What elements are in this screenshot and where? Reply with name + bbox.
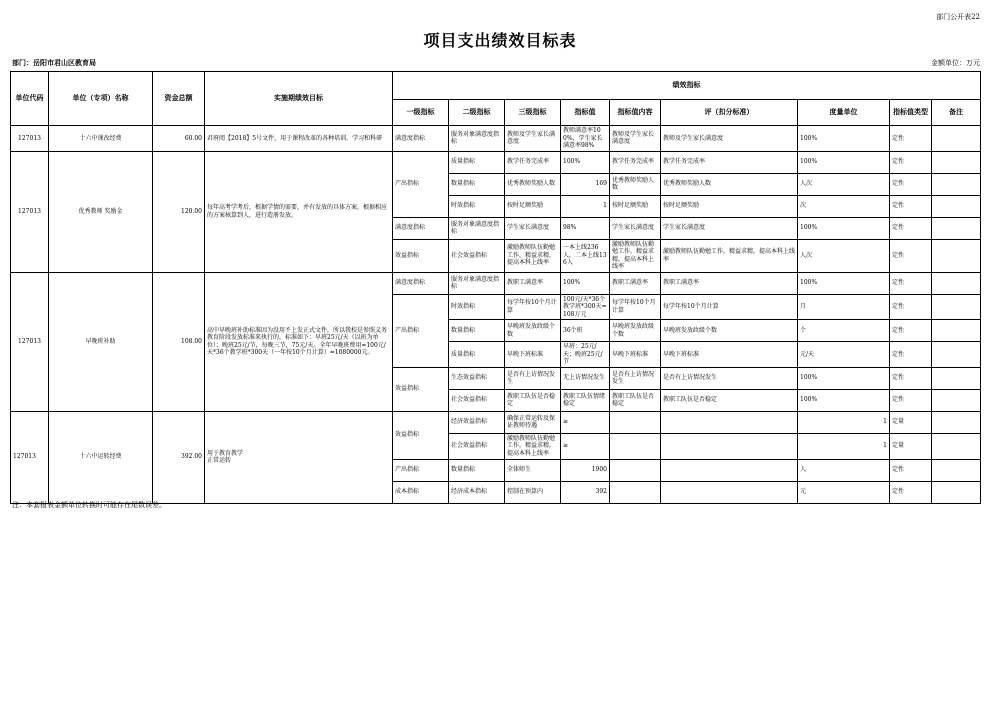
remark-cell (932, 433, 981, 459)
value-content-cell: 学生家长满意度 (610, 217, 661, 239)
value-content-cell: 教职工满意率 (610, 272, 661, 294)
amount-cell: 60.00 (153, 126, 205, 152)
remark-cell (932, 126, 981, 152)
measure-unit-cell: 100% (798, 367, 890, 389)
table-row (11, 151, 981, 173)
remark-cell (932, 217, 981, 239)
value-cell: ≥ (561, 433, 610, 459)
value-cell: 早班：25元/天；晚班25元/节 (561, 342, 610, 368)
level1-cell: 效益指标 (393, 411, 449, 459)
level3-cell: 教职工满意率 (505, 272, 561, 294)
scoring-cell (661, 459, 798, 481)
value-content-cell: 是否有上访情况发生 (610, 367, 661, 389)
level2-cell: 服务对象满意度指标 (449, 126, 505, 152)
measure-unit-cell: 个 (798, 320, 890, 342)
level1-cell: 产出指标 (393, 294, 449, 367)
level3-cell: 每学年按10个月计算 (505, 294, 561, 320)
level3-cell: 控制在预算内 (505, 481, 561, 503)
scoring-cell: 每学年按10个月计算 (661, 294, 798, 320)
level3-cell: 优秀教师奖励人数 (505, 173, 561, 195)
measure-unit-cell: 人次 (798, 239, 890, 272)
value-content-cell: 教学任务完成率 (610, 151, 661, 173)
value-cell: 无上访情况发生 (561, 367, 610, 389)
remark-cell (932, 459, 981, 481)
unit-name-cell: 十六中课改经费 (49, 126, 153, 152)
level1-cell: 产出指标 (393, 459, 449, 481)
value-type-cell: 定性 (890, 320, 932, 342)
value-type-cell: 定性 (890, 389, 932, 411)
value-type-cell: 定性 (890, 151, 932, 173)
level2-cell: 数量指标 (449, 173, 505, 195)
value-content-cell: 按时足额奖励 (610, 195, 661, 217)
header-scoring: 评（扣分标准） (661, 100, 798, 126)
level2-cell: 社会效益指标 (449, 389, 505, 411)
value-content-cell: 早晚下班标准 (610, 342, 661, 368)
level1-cell: 成本指标 (393, 481, 449, 503)
value-cell: 36个班 (561, 320, 610, 342)
level2-cell: 生态效益指标 (449, 367, 505, 389)
footnote: 注：本套报表金额单位转换时可能存在尾数误差。 (12, 501, 166, 509)
level3-cell: 学生家长满意度 (505, 217, 561, 239)
department-label: 部门：岳阳市君山区教育局 (12, 58, 96, 67)
scoring-cell: 教职工队伍是否稳定 (661, 389, 798, 411)
remark-cell (932, 411, 981, 433)
value-type-cell: 定性 (890, 342, 932, 368)
scoring-cell: 教师及学生家长满意度 (661, 126, 798, 152)
unit-code-cell: 127013 (11, 151, 49, 272)
remark-cell (932, 239, 981, 272)
unit-name-cell: 早晚班补助 (49, 272, 153, 411)
level3-cell: 教职工队伍是否稳定 (505, 389, 561, 411)
unit-name-cell: 优秀教师 奖励金 (49, 151, 153, 272)
scoring-cell: 是否有上访情况发生 (661, 367, 798, 389)
level2-cell: 经济效益指标 (449, 411, 505, 433)
value-cell: 98% (561, 217, 610, 239)
table-row (11, 272, 981, 294)
amount-unit-label: 金额单位：万元 (931, 59, 980, 67)
header-total-funds: 资金总额 (153, 72, 205, 126)
value-content-cell: 激励教师队伍勤勉工作，精益求精，提高本科上线率 (610, 239, 661, 272)
header-value: 指标值 (561, 100, 610, 126)
remark-cell (932, 195, 981, 217)
level2-cell: 时效指标 (449, 294, 505, 320)
level1-cell: 产出指标 (393, 151, 449, 217)
value-type-cell: 定性 (890, 239, 932, 272)
remark-cell (932, 481, 981, 503)
measure-unit-cell: 100% (798, 217, 890, 239)
value-cell: 1900 (561, 459, 610, 481)
level3-cell: 激励教师队伍勤勉工作，精益求精，提高本科上线率 (505, 239, 561, 272)
table-row (11, 411, 981, 433)
value-content-cell: 教职工队伍是否稳定 (610, 389, 661, 411)
remark-cell (932, 389, 981, 411)
level3-cell: 确保正常运转及保证教师待遇 (505, 411, 561, 433)
level2-cell: 质量指标 (449, 342, 505, 368)
scoring-cell: 教学任务完成率 (661, 151, 798, 173)
table-row (11, 126, 981, 152)
value-type-cell: 定性 (890, 294, 932, 320)
level2-cell: 数量指标 (449, 320, 505, 342)
value-type-cell: 定量 (890, 411, 932, 433)
value-cell: 100% (561, 272, 610, 294)
value-type-cell: 定性 (890, 173, 932, 195)
level3-cell: 是否有上访情况发生 (505, 367, 561, 389)
unit-code-cell: 127013 (11, 272, 49, 411)
value-content-cell: 每学年按10个月计算 (610, 294, 661, 320)
level2-cell: 经济成本指标 (449, 481, 505, 503)
value-cell: 100% (561, 151, 610, 173)
level2-cell: 社会效益指标 (449, 433, 505, 459)
remark-cell (932, 367, 981, 389)
level1-cell: 效益指标 (393, 239, 449, 272)
header-indicators: 绩效指标 (393, 72, 981, 100)
scoring-cell: 早晚班发放政级个数 (661, 320, 798, 342)
amount-cell: 120.00 (153, 151, 205, 272)
remark-cell (932, 151, 981, 173)
remark-cell (932, 320, 981, 342)
measure-unit-cell: 100% (798, 272, 890, 294)
measure-unit-cell: 次 (798, 195, 890, 217)
scoring-cell: 激励教师队伍勤勉工作，精益求精，提高本科上线率 (661, 239, 798, 272)
measure-unit-cell: 100% (798, 389, 890, 411)
value-cell: 100元/天*36个教学班*300天=108万元 (561, 294, 610, 320)
goal-cell: 高中早晚班补助标准因为没用不上发正式文件，所以我校是参照义务教育阶段发放标准来执行的，标准如下：早班25元/天（以班为单位）；晚班25元/节，每晚三节，75元/天。全年早晚班费用=100元/天*36个教学班*300天（一年按10个月计算）=1080000元。 (205, 272, 393, 411)
amount-cell: 108.00 (153, 272, 205, 411)
scoring-cell: 学生家长满意度 (661, 217, 798, 239)
measure-unit-cell: 元/天 (798, 342, 890, 368)
value-content-cell: 教师及学生家长满意度 (610, 126, 661, 152)
goal-cell: 用于教育教学 正常运转 (205, 411, 393, 503)
value-type-cell: 定量 (890, 433, 932, 459)
measure-unit-cell: 1 (798, 433, 890, 459)
level1-cell: 效益指标 (393, 367, 449, 411)
value-content-cell: 优秀教师奖励人数 (610, 173, 661, 195)
level3-cell: 按时足额奖励 (505, 195, 561, 217)
goal-cell: 君府阅【2018】5号文件，用于课程改革的各种培训、学习和科研 (205, 126, 393, 152)
value-cell: 392 (561, 481, 610, 503)
remark-cell (932, 173, 981, 195)
header-measure-unit: 度量单位 (798, 100, 890, 126)
measure-unit-cell: 元 (798, 481, 890, 503)
value-type-cell: 定性 (890, 126, 932, 152)
amount-cell: 392.00 (153, 411, 205, 503)
unit-name-cell: 十六中运转经费 (49, 411, 153, 503)
value-content-cell (610, 459, 661, 481)
scoring-cell: 按时足额奖励 (661, 195, 798, 217)
level3-cell: 教学任务完成率 (505, 151, 561, 173)
scoring-cell: 优秀教师奖励人数 (661, 173, 798, 195)
header-level1: 一级指标 (393, 100, 449, 126)
level3-cell: 激励教师队伍勤勉工作，精益求精，提高本科上线率 (505, 433, 561, 459)
value-type-cell: 定性 (890, 481, 932, 503)
unit-code-cell: 127013 (11, 126, 49, 152)
page-title: 项目支出绩效目标表 (423, 31, 577, 50)
header-value-content: 指标值内容 (610, 100, 661, 126)
scoring-cell (661, 411, 798, 433)
header-level2: 二级指标 (449, 100, 505, 126)
unit-code-cell: 127013 (11, 411, 49, 503)
level3-cell: 全体师生 (505, 459, 561, 481)
header-value-type: 指标值类型 (890, 100, 932, 126)
measure-unit-cell: 100% (798, 126, 890, 152)
value-cell: 一本上线236人，二本上线136人 (561, 239, 610, 272)
level2-cell: 时效指标 (449, 195, 505, 217)
measure-unit-cell: 100% (798, 151, 890, 173)
level2-cell: 社会效益指标 (449, 239, 505, 272)
scoring-cell: 教职工满意率 (661, 272, 798, 294)
scoring-cell (661, 481, 798, 503)
scoring-cell: 早晚下班标准 (661, 342, 798, 368)
value-type-cell: 定性 (890, 367, 932, 389)
value-cell: ≥ (561, 411, 610, 433)
form-number: 部门公开表22 (936, 13, 980, 21)
value-type-cell: 定性 (890, 459, 932, 481)
remark-cell (932, 342, 981, 368)
header-unit-code: 单位代码 (11, 72, 49, 126)
header-level3: 三级指标 (505, 100, 561, 126)
value-cell: 169 (561, 173, 610, 195)
value-content-cell: 早晚班发放政级个数 (610, 320, 661, 342)
level3-cell: 教师及学生家长满意度 (505, 126, 561, 152)
value-cell: 教师满意率10 0%，学生家长满意率98% (561, 126, 610, 152)
header-unit-name: 单位（专项）名称 (49, 72, 153, 126)
header-goal: 实施期绩效目标 (205, 72, 393, 126)
measure-unit-cell: 人次 (798, 173, 890, 195)
level2-cell: 服务对象满意度指标 (449, 217, 505, 239)
remark-cell (932, 294, 981, 320)
level1-cell: 满意度指标 (393, 126, 449, 152)
value-content-cell (610, 481, 661, 503)
value-type-cell: 定性 (890, 195, 932, 217)
level3-cell: 早晚班发放政级个数 (505, 320, 561, 342)
value-content-cell (610, 433, 661, 459)
value-type-cell: 定性 (890, 272, 932, 294)
header-remark: 备注 (932, 100, 981, 126)
scoring-cell (661, 433, 798, 459)
level2-cell: 服务对象满意度指标 (449, 272, 505, 294)
level2-cell: 质量指标 (449, 151, 505, 173)
value-type-cell: 定性 (890, 217, 932, 239)
remark-cell (932, 272, 981, 294)
goal-cell: 每年高考学考后，根据学情的需要，并有发放的具体方案，根据相应的方案核算到人，进行造册发放。 (205, 151, 393, 272)
measure-unit-cell: 人 (798, 459, 890, 481)
value-cell: 1 (561, 195, 610, 217)
measure-unit-cell: 月 (798, 294, 890, 320)
performance-goal-table (10, 71, 981, 504)
value-cell: 教职工队伍情绪稳定 (561, 389, 610, 411)
measure-unit-cell: 1 (798, 411, 890, 433)
value-content-cell (610, 411, 661, 433)
level1-cell: 满意度指标 (393, 217, 449, 239)
level1-cell: 满意度指标 (393, 272, 449, 294)
level3-cell: 早晚下班标准 (505, 342, 561, 368)
level2-cell: 数量指标 (449, 459, 505, 481)
